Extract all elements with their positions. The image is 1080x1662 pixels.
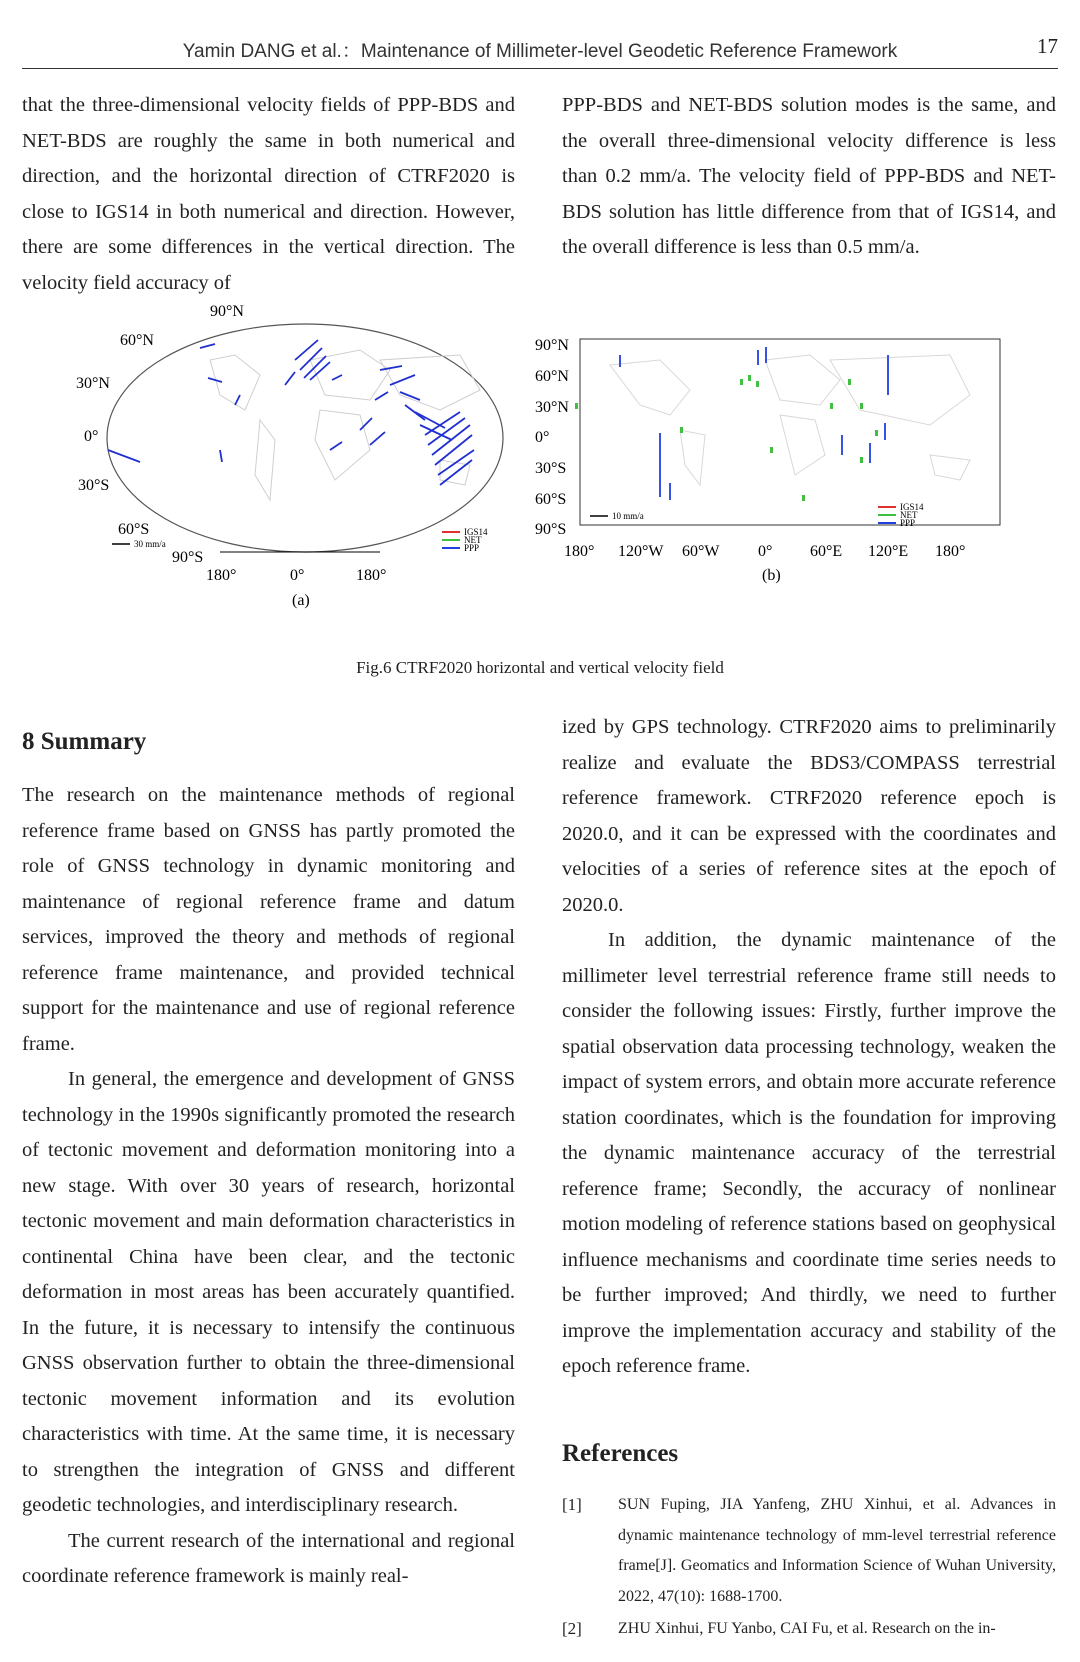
top-paragraph-right: PPP-BDS and NET-BDS solution modes is the same, and the overall three-dimensional velocity difference is less than 0.2 mm/a. The velocity field of PPP-BDS and NET-BDS solution has little difference from that of IGS14, and the overall difference is less than 0.5 mm/a. (562, 94, 1056, 258)
legend-b (878, 502, 924, 528)
lat-label-b-90s: 90°S (535, 521, 567, 538)
lat-label-90n: 90°N (210, 303, 244, 320)
map-outline (107, 324, 503, 552)
legend-b-ppp: PPP (900, 518, 916, 528)
scale-label-a: 30 mm/a (134, 539, 166, 549)
lon-label-b-0: 180° (564, 543, 595, 560)
lat-label-b-60n: 60°N (535, 368, 569, 385)
running-header (22, 30, 1058, 69)
station-markers (575, 375, 878, 501)
summary-right-column (562, 710, 1056, 1385)
lon-label-b-3: 0° (758, 543, 773, 560)
legend-a-net: NET (464, 535, 482, 545)
scale-label-b: 10 mm/a (612, 511, 644, 521)
lat-label-b-0: 0° (535, 429, 550, 446)
summary-paragraph-3: The current research of the international and regional coordinate reference framework is mainly real- (22, 1529, 515, 1587)
coastlines-b (610, 355, 970, 485)
reference-item (562, 1614, 1056, 1645)
summary-paragraph-4: ized by GPS technology. CTRF2020 aims to preliminarily realize and evaluate the BDS3/COMPASS terrestrial reference framework. CTRF2020 reference epoch is 2020.0, and it can be expressed with the coordinates and velocities of a series of reference sites at the epoch of 2020.0. (562, 716, 1056, 916)
velocity-vectors (108, 340, 474, 485)
lat-label-60n: 60°N (120, 332, 154, 349)
figure-caption: Fig.6 CTRF2020 horizontal and vertical velocity field (356, 658, 724, 677)
summary-paragraph-2: In general, the emergence and development of GNSS technology in the 1990s significantly promoted the research of tectonic movement and deformation monitoring into a new stage. With over 30 years of research, horizontal tectonic movement and main deformation characteristics in continental China have been clear, and the tectonic deformation in most areas has been accurately quantified. In the future, it is necessary to intensify the continuous GNSS observation further to obtain the three-dimensional tectonic movement information and its evolution characteristics with time. At the same time, it is necessary to strengthen the integration of GNSS and different geodetic technologies, and interdisciplinary research. (22, 1068, 515, 1516)
vertical-vectors (620, 347, 888, 500)
page-number: 17 (1037, 34, 1058, 58)
map-frame-b (580, 339, 1000, 525)
lat-label-0: 0° (84, 428, 99, 445)
lon-label-b-2: 60°W (682, 543, 720, 560)
panel-a-label: (a) (292, 592, 310, 609)
figure-panel-a (60, 300, 520, 620)
summary-paragraph-5: In addition, the dynamic maintenance of the millimeter level terrestrial reference frame still needs to consider the following issues: Firstly, further improve the spatial observation data processing technology, weaken the impact of system errors, and obtain more accurate reference station coordinates, which is the foundation for improving the dynamic maintenance accuracy of the terrestrial reference frame; Secondly, the accuracy of nonlinear motion modeling of reference stations based on geophysical influence mechanisms and coordinate time series needs to be further improved; And thirdly, we need to further improve the implementation accuracy and stability of the epoch reference frame. (562, 929, 1056, 1377)
lat-label-90s: 90°S (172, 549, 204, 566)
section-heading-summary: 8 Summary (22, 728, 147, 755)
lon-label-b-5: 120°E (868, 543, 909, 560)
lon-label-a-1: 0° (290, 567, 305, 584)
reference-text: ZHU Xinhui, FU Yanbo, CAI Fu, et al. Research on the in- (618, 1620, 996, 1637)
lat-label-b-30s: 30°S (535, 460, 567, 477)
lat-label-b-30n: 30°N (535, 399, 569, 416)
lat-label-30s: 30°S (78, 477, 110, 494)
lat-label-60s: 60°S (118, 521, 150, 538)
legend-b-igs14: IGS14 (900, 502, 924, 512)
summary-left-column (22, 778, 515, 1595)
figure-panel-b (530, 335, 1010, 620)
reference-text: SUN Fuping, JIA Yanfeng, ZHU Xinhui, et al. Advances in dynamic maintenance technology of mm-level terrestrial reference frame[J]. Geomatics and Information Science of Wuhan University, 2022, 47(10): 1688-1700. (618, 1496, 1056, 1605)
panel-b-label: (b) (762, 567, 781, 584)
legend-a-igs14: IGS14 (464, 527, 488, 537)
lon-label-a-2: 180° (356, 567, 387, 584)
legend-b-net: NET (900, 510, 918, 520)
top-paragraph-left: that the three-dimensional velocity fields of PPP-BDS and NET-BDS are roughly the same in both numerical and direction, and the horizontal direction of CTRF2020 is close to IGS14 in both numerical and direction. However, there are some differences in the vertical direction. The velocity field accuracy of (22, 94, 515, 294)
lon-label-b-1: 120°W (618, 543, 664, 560)
legend-a (442, 527, 488, 553)
reference-number: [2] (562, 1619, 582, 1638)
lon-label-b-6: 180° (935, 543, 966, 560)
lat-label-b-60s: 60°S (535, 491, 567, 508)
lat-label-30n: 30°N (76, 375, 110, 392)
header-title: Yamin DANG et al.：Maintenance of Millimeter-level Geodetic Reference Framework (182, 41, 898, 62)
reference-number: [1] (562, 1495, 582, 1514)
summary-paragraph-1: The research on the maintenance methods of regional reference frame based on GNSS has partly promoted the role of GNSS technology in dynamic monitoring and maintenance of regional reference frame and datum services, improved the theory and methods of regional reference frame maintenance, and provided technical support for the maintenance and use of regional reference frame. (22, 784, 515, 1055)
legend-a-ppp: PPP (464, 543, 480, 553)
top-text-right (562, 88, 1056, 266)
top-text-left (22, 88, 515, 301)
reference-item (562, 1490, 1056, 1612)
lon-label-a-0: 180° (206, 567, 237, 584)
lat-label-b-90n: 90°N (535, 337, 569, 354)
references-heading: References (562, 1440, 679, 1467)
reference-list (562, 1490, 1056, 1647)
lon-label-b-4: 60°E (810, 543, 843, 560)
